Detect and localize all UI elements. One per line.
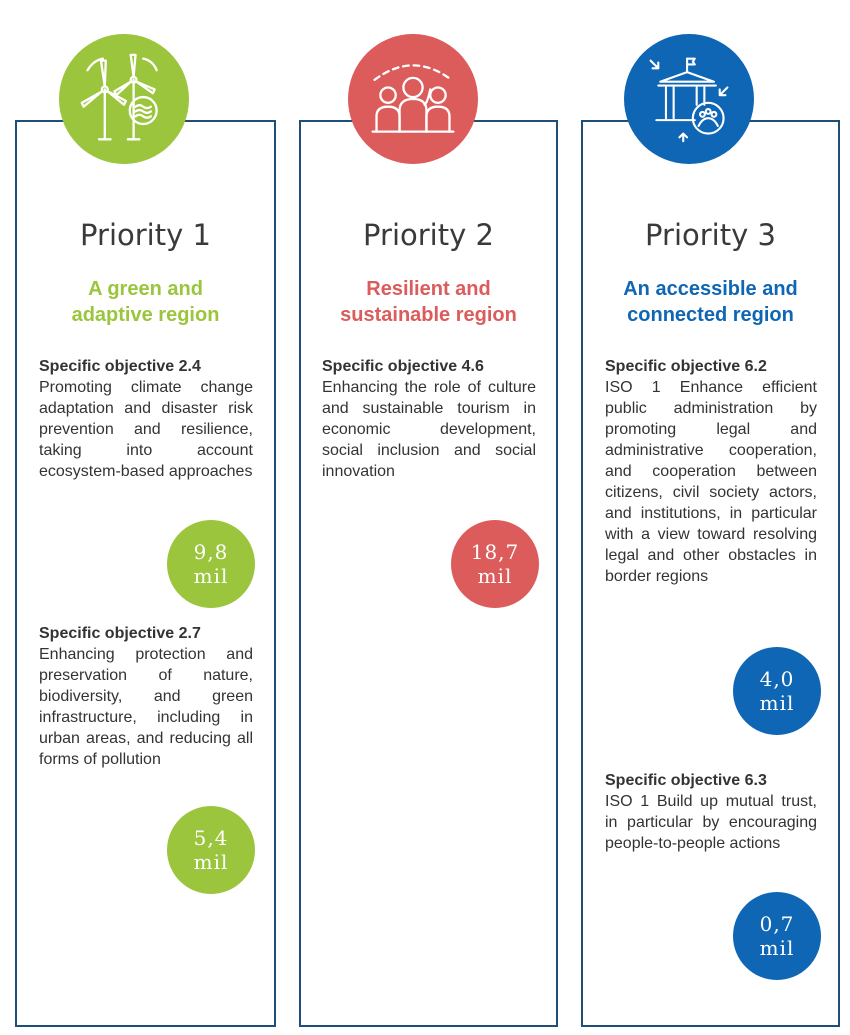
- amount-unit: mil: [193, 564, 229, 588]
- priority-1-icon-circle: [59, 34, 189, 164]
- wind-turbine-icon: [76, 51, 172, 147]
- objective-title: Specific objective 4.6: [322, 358, 484, 375]
- priority-2-icon-circle: [348, 34, 478, 164]
- priority-1-title: Priority 1: [80, 218, 211, 252]
- priority-2-subtitle-line2: sustainable region: [340, 304, 517, 326]
- objective-text: Enhancing protection and preservation of nature, biodiversity, and green infrastructure, including in urban areas, and reducing all forms of pollution: [39, 646, 253, 768]
- amount-badge-6-2: [733, 647, 821, 735]
- priority-2-subtitle: [299, 276, 558, 328]
- objective-2-4: [39, 356, 253, 482]
- amount-badge-2-7: [167, 806, 255, 894]
- priority-3-title: Priority 3: [645, 218, 776, 252]
- amount-value: 9,8: [193, 540, 229, 564]
- amount-badge-2-4: [167, 520, 255, 608]
- priority-3-subtitle-line1: An accessible and: [623, 278, 798, 300]
- objective-2-7: [39, 623, 253, 770]
- objective-text: ISO 1 Build up mutual trust, in particular by encouraging people-to-people actions: [605, 793, 817, 852]
- objective-text: Promoting climate change adaptation and disaster risk prevention and resilience, taking into account ecosystem-based approaches: [39, 379, 253, 480]
- amount-value: 0,7: [759, 912, 795, 936]
- priority-2-subtitle-line1: Resilient and: [366, 278, 491, 300]
- amount-value: 4,0: [759, 667, 795, 691]
- institution-building-icon: [641, 51, 737, 147]
- amount-unit: mil: [759, 936, 795, 960]
- priority-3-subtitle: [581, 276, 840, 328]
- priority-1-subtitle-line1: A green and: [88, 278, 203, 300]
- priority-3-subtitle-line2: connected region: [627, 304, 794, 326]
- objective-6-2: [605, 356, 817, 587]
- amount-value: 18,7: [470, 540, 520, 564]
- priority-3-icon-circle: [624, 34, 754, 164]
- amount-badge-6-3: [733, 892, 821, 980]
- priority-2-title: Priority 2: [363, 218, 494, 252]
- objective-title: Specific objective 6.2: [605, 358, 767, 375]
- amount-value: 5,4: [193, 826, 229, 850]
- objective-text: ISO 1 Enhance efficient public administration by promoting legal and administrative cooperation, and cooperation between citizens, civil society actors, and institutions, in particular with a view toward resolving legal and other obstacles in border regions: [605, 379, 817, 585]
- objective-title: Specific objective 2.7: [39, 625, 201, 642]
- priority-1-subtitle: [15, 276, 276, 328]
- community-people-icon: [365, 51, 461, 147]
- amount-badge-4-6: [451, 520, 539, 608]
- amount-unit: mil: [477, 564, 513, 588]
- objective-6-3: [605, 770, 817, 854]
- objective-title: Specific objective 6.3: [605, 772, 767, 789]
- objective-title: Specific objective 2.4: [39, 358, 201, 375]
- objective-text: Enhancing the role of culture and sustainable tourism in economic development, social inclusion and social innovation: [322, 379, 536, 480]
- priority-1-subtitle-line2: adaptive region: [71, 304, 220, 326]
- objective-4-6: [322, 356, 536, 482]
- amount-unit: mil: [193, 850, 229, 874]
- amount-unit: mil: [759, 691, 795, 715]
